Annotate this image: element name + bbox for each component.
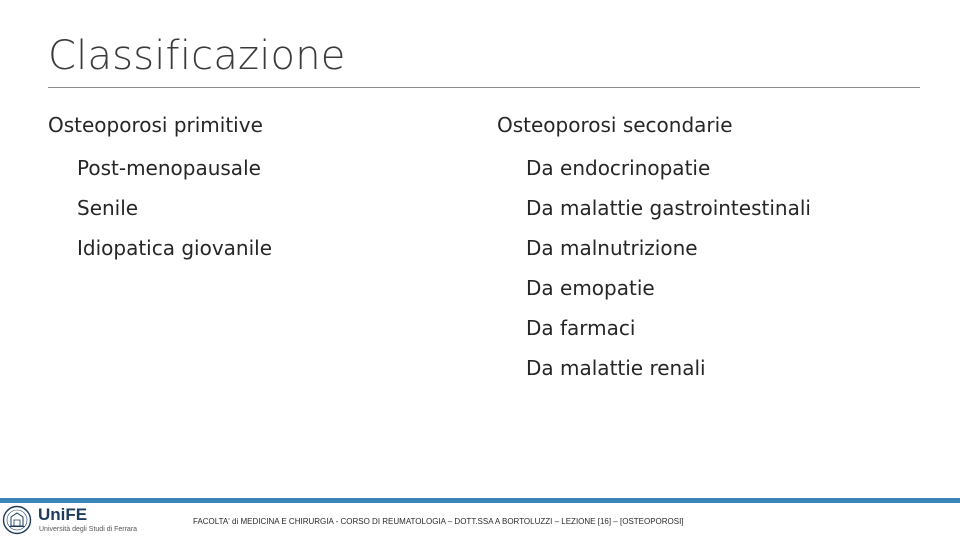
list-item: Idiopatica giovanile bbox=[77, 236, 273, 260]
list-item: Da farmaci bbox=[526, 316, 636, 340]
secondary-osteoporosis-heading: Osteoporosi secondarie bbox=[497, 113, 733, 137]
university-seal-icon bbox=[2, 505, 32, 535]
footer-course-info: FACOLTA' di MEDICINA E CHIRURGIA - CORSO DI REUMATOLOGIA – DOTT.SSA A BORTOLUZZI – LEZIONE [16] – [OSTEOPOROSI] bbox=[193, 517, 684, 526]
primary-osteoporosis-column bbox=[48, 108, 272, 268]
primary-osteoporosis-list bbox=[48, 148, 272, 268]
secondary-osteoporosis-list bbox=[497, 148, 811, 388]
secondary-osteoporosis-column bbox=[497, 108, 811, 388]
logo-subtitle: Università degli Studi di Ferrara bbox=[39, 526, 138, 533]
list-item: Da malnutrizione bbox=[526, 236, 698, 260]
slide-title: Classificazione bbox=[48, 33, 346, 79]
list-item: Da malattie gastrointestinali bbox=[526, 196, 811, 220]
footer-accent-bar bbox=[0, 498, 960, 503]
list-item: Post-menopausale bbox=[77, 156, 261, 180]
title-divider bbox=[48, 87, 920, 88]
university-logo bbox=[2, 505, 152, 537]
list-item: Da emopatie bbox=[526, 276, 655, 300]
list-item: Da malattie renali bbox=[526, 356, 706, 380]
logo-wordmark: UniFE bbox=[38, 505, 88, 524]
list-item: Da endocrinopatie bbox=[526, 156, 711, 180]
primary-osteoporosis-heading: Osteoporosi primitive bbox=[48, 113, 263, 137]
list-item: Senile bbox=[77, 196, 139, 220]
